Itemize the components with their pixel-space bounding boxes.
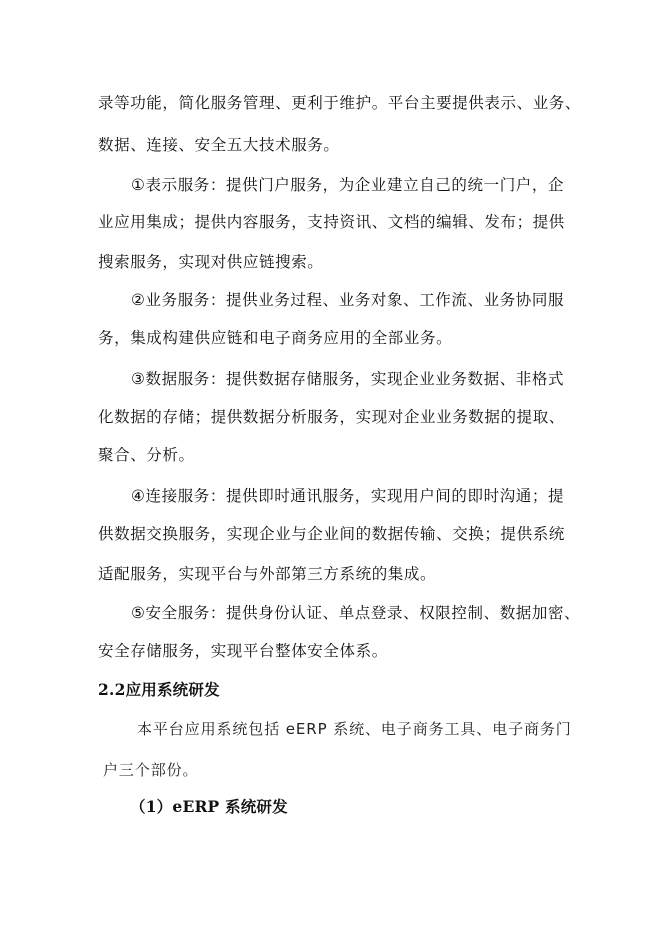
text-line: 录等功能，简化服务管理、更利于维护。平台主要提供表示、业务、 bbox=[98, 94, 582, 112]
text-line: 聚合、分析。 bbox=[98, 446, 195, 464]
text-line: ①表示服务：提供门户服务，为企业建立自己的统一门户，企 bbox=[131, 176, 565, 194]
text-line: ③数据服务：提供数据存储服务，实现企业业务数据、非格式 bbox=[131, 370, 565, 388]
section-heading: 2.2应用系统研发 bbox=[98, 680, 220, 699]
text-line: 户三个部份。 bbox=[103, 761, 199, 779]
text-line: 供数据交换服务，实现企业与企业间的数据传输、交换；提供系统 bbox=[98, 525, 565, 543]
text-line: 适配服务，实现平台与外部第三方系统的集成。 bbox=[98, 565, 437, 583]
text-line: 化数据的存储；提供数据分析服务，实现对企业业务数据的提取、 bbox=[98, 408, 565, 426]
text-line: 本平台应用系统包括 eERP 系统、电子商务工具、电子商务门 bbox=[137, 720, 572, 738]
subsection-heading: （1）eERP 系统研发 bbox=[130, 797, 288, 816]
text-line: 搜索服务，实现对供应链搜索。 bbox=[98, 253, 324, 271]
text-line: 数据、连接、安全五大技术服务。 bbox=[98, 136, 340, 154]
text-line: 务，集成构建供应链和电子商务应用的全部业务。 bbox=[98, 329, 453, 347]
text-line: ④连接服务：提供即时通讯服务，实现用户间的即时沟通；提 bbox=[131, 487, 565, 505]
text-line: ②业务服务：提供业务过程、业务对象、工作流、业务协同服 bbox=[131, 291, 565, 309]
text-line: 业应用集成；提供内容服务，支持资讯、文档的编辑、发布；提供 bbox=[98, 213, 565, 231]
text-line: 安全存储服务，实现平台整体安全体系。 bbox=[98, 642, 388, 660]
text-line: ⑤安全服务：提供身份认证、单点登录、权限控制、数据加密、 bbox=[131, 604, 581, 622]
